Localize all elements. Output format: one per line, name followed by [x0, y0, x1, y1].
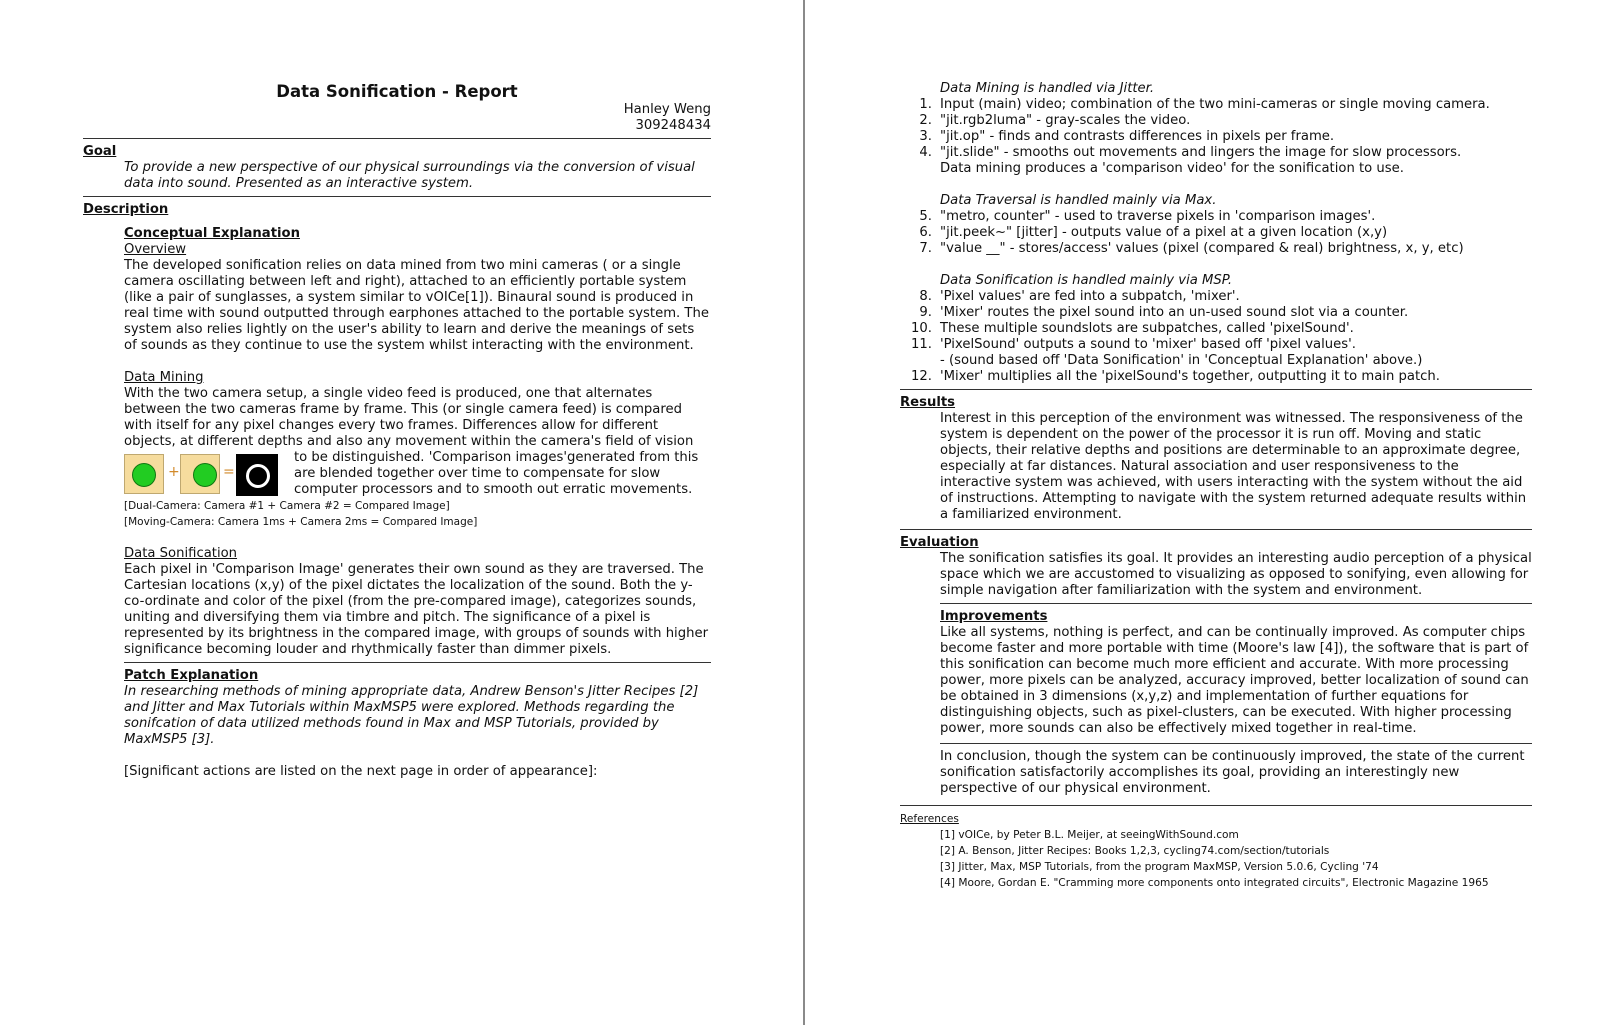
improvements-heading: Improvements: [940, 609, 1048, 624]
sonification-intro: Data Sonification is handled mainly via MSP.: [940, 273, 1233, 288]
step-item: 5. "metro, counter" - used to traverse pixels in 'comparison images'.: [919, 209, 1376, 224]
references-heading: References: [900, 813, 959, 825]
data-mining-text-cont: to be distinguished. 'Comparison images'generated from this are blended together over time to compensate for slow computer processors and to smooth out erratic movements.: [294, 450, 699, 497]
mining-steps: [900, 97, 1532, 161]
reference-item: [3] Jitter, Max, MSP Tutorials, from the program MaxMSP, Version 5.0.6, Cycling '74: [940, 861, 1379, 873]
figure-caption-moving: [Moving-Camera: Camera 1ms + Camera 2ms = Compared Image]: [124, 516, 478, 528]
goal-heading: Goal: [83, 144, 117, 159]
mining-intro: Data Mining is handled via Jitter.: [940, 81, 1155, 96]
step-item: - (sound based off 'Data Sonification' in 'Conceptual Explanation' above.): [940, 353, 1423, 368]
sonification-steps: [900, 289, 1532, 385]
step-item: 7. "value __" - stores/access' values (pixel (compared & real) brightness, x, y, etc): [919, 241, 1464, 256]
step-item: 1. Input (main) video; combination of the two mini-cameras or single moving camera.: [919, 97, 1490, 112]
goal-text: To provide a new perspective of our physical surroundings via the conversion of visual data into sound. Presented as an interactive system.: [124, 160, 695, 191]
mining-outro: Data mining produces a 'comparison video' for the sonification to use.: [940, 161, 1404, 176]
green-dot-icon: [193, 463, 217, 487]
document-title: Data Sonification - Report: [276, 82, 518, 101]
patch-heading: Patch Explanation: [124, 668, 259, 683]
overview-text: The developed sonification relies on data mined from two mini cameras ( or a single camera oscillating between left and right), attached to an efficiently portable system (like a pair of sunglasses, a system similar to vOICe[1]). Binaural sound is produced in real time with sound outputted through earphones attached to the portable system. The system also relies lightly on the user's ability to learn and derive the meanings of sets of sounds as they continue to use the system whilst interacting with the environment.: [124, 258, 709, 353]
comparison-figure-row: [124, 450, 711, 498]
patch-note: [Significant actions are listed on the next page in order of appearance]:: [124, 764, 598, 779]
author-name: Hanley Weng: [623, 102, 711, 117]
reference-item: [4] Moore, Gordan E. "Cramming more components onto integrated circuits", Electronic Magazine 1965: [940, 877, 1489, 889]
step-item: 12. 'Mixer' multiplies all the 'pixelSound's together, outputting it to main patch.: [911, 369, 1440, 384]
divider: [83, 138, 711, 139]
green-dot-icon: [132, 463, 156, 487]
right-column: [900, 81, 1532, 891]
step-item: 2. "jit.rgb2luma" - gray-scales the video.: [919, 113, 1191, 128]
divider: [900, 389, 1532, 390]
page-divider: [803, 0, 805, 1025]
traversal-steps: [900, 209, 1532, 257]
conclusion-text: In conclusion, though the system can be continuously improved, the state of the current sonification satisfactorily accomplishes its goal, providing an interestingly new perspective of our physical environment.: [940, 749, 1525, 796]
figure-caption-dual: [Dual-Camera: Camera #1 + Camera #2 = Compared Image]: [124, 500, 450, 512]
right-page: [806, 0, 1605, 1025]
reference-item: [2] A. Benson, Jitter Recipes: Books 1,2,3, cycling74.com/section/tutorials: [940, 845, 1330, 857]
camera-1-image: [124, 454, 164, 494]
step-item: 6. "jit.peek~" [jitter] - outputs value of a pixel at a given location (x,y): [919, 225, 1388, 240]
step-item: 3. "jit.op" - finds and contrasts differences in pixels per frame.: [919, 129, 1335, 144]
patch-text: In researching methods of mining appropriate data, Andrew Benson's Jitter Recipes [2] and Jitter and Max Tutorials within MaxMSP5 were explored. Methods regarding the sonifcation of data utilized methods found in Max and MSP Tutorials, provided by MaxMSP5 [3].: [124, 684, 699, 747]
divider: [940, 603, 1532, 604]
divider: [900, 805, 1532, 806]
results-heading: Results: [900, 395, 956, 410]
reference-item: [1] vOICe, by Peter B.L. Meijer, at seeingWithSound.com: [940, 829, 1239, 841]
step-item: 10. These multiple soundslots are subpatches, called 'pixelSound'.: [911, 321, 1354, 336]
references-list: [940, 827, 1532, 891]
conceptual-section: [124, 226, 711, 780]
step-item: 8. 'Pixel values' are fed into a subpatch, 'mixer'.: [919, 289, 1240, 304]
equals-sign: =: [223, 464, 235, 480]
evaluation-text: The sonification satisfies its goal. It provides an interesting audio perception of a physical space which we are accustomed to visualizing as opposed to sonifying, even allowing for simple navigation after familiarization with the system and environment.: [940, 551, 1532, 598]
data-mining-text: With the two camera setup, a single video feed is produced, one that alternates between the two cameras frame by frame. This (or single camera feed) is compared with itself for any pixel changes every two frames. Differences allow for different objects, at different depths and also any movement within the camera's field of vision: [124, 386, 694, 449]
divider: [900, 529, 1532, 530]
camera-2-image: [180, 454, 220, 494]
divider: [83, 196, 711, 197]
traversal-intro: Data Traversal is handled mainly via Max.: [940, 193, 1217, 208]
ring-icon: [246, 464, 270, 488]
results-text: Interest in this perception of the environment was witnessed. The responsiveness of the system is dependent on the power of the processor it is run off. Moving and static objects, their relative depths and positions are determinable to an approximate degree, especially at far distances. Natural association and user responsiveness to the interactive system was achieved, with users interacting with the system without the aid of instructions. Attempting to navigate with the system returned adequate results within a familiarized environment.: [940, 411, 1527, 522]
data-mining-heading: Data Mining: [124, 370, 204, 385]
evaluation-heading: Evaluation: [900, 535, 979, 550]
divider: [124, 662, 711, 663]
compared-image: [236, 454, 278, 496]
plus-sign: +: [168, 464, 180, 480]
divider: [940, 743, 1532, 744]
left-column: [83, 0, 711, 780]
overview-heading: Overview: [124, 242, 187, 257]
comparison-figure: [124, 452, 284, 496]
description-heading: Description: [83, 202, 169, 217]
step-item: 4. "jit.slide" - smooths out movements and lingers the image for slow processors.: [919, 145, 1462, 160]
data-sonification-text: Each pixel in 'Comparison Image' generates their own sound as they are traversed. The Cartesian locations (x,y) of the pixel dictates the localization of the sound. Both the y-co-ordinate and color of the pixel (from the pre-compared image), categorizes sounds, uniting and diversifying them via timbre and pitch. The significance of a pixel is represented by its brightness in the compared image, with groups of sounds with higher significance becoming louder and rhythmically faster than dimmer pixels.: [124, 562, 708, 657]
step-item: 9. 'Mixer' routes the pixel sound into an un-used sound slot via a counter.: [919, 305, 1409, 320]
student-id: 309248434: [635, 118, 711, 133]
data-sonification-heading: Data Sonification: [124, 546, 238, 561]
improvements-text: Like all systems, nothing is perfect, and can be continually improved. As computer chips become faster and more portable with time (Moore's law [4]), the software that is part of this sonification can become much more efficient and accurate. With more processing power, more pixels can be analyzed, accuracy improved, better localization of sound can be obtained in 3 dimensions (x,y,z) and implementation of further equations for distinguishing objects, such as pixel-clusters, can be executed. With higher processing power, more sounds can also be effectively mixed together in real-time.: [940, 625, 1529, 736]
conceptual-heading: Conceptual Explanation: [124, 226, 300, 241]
step-item: 11. 'PixelSound' outputs a sound to 'mixer' based off 'pixel values'.: [911, 337, 1356, 352]
